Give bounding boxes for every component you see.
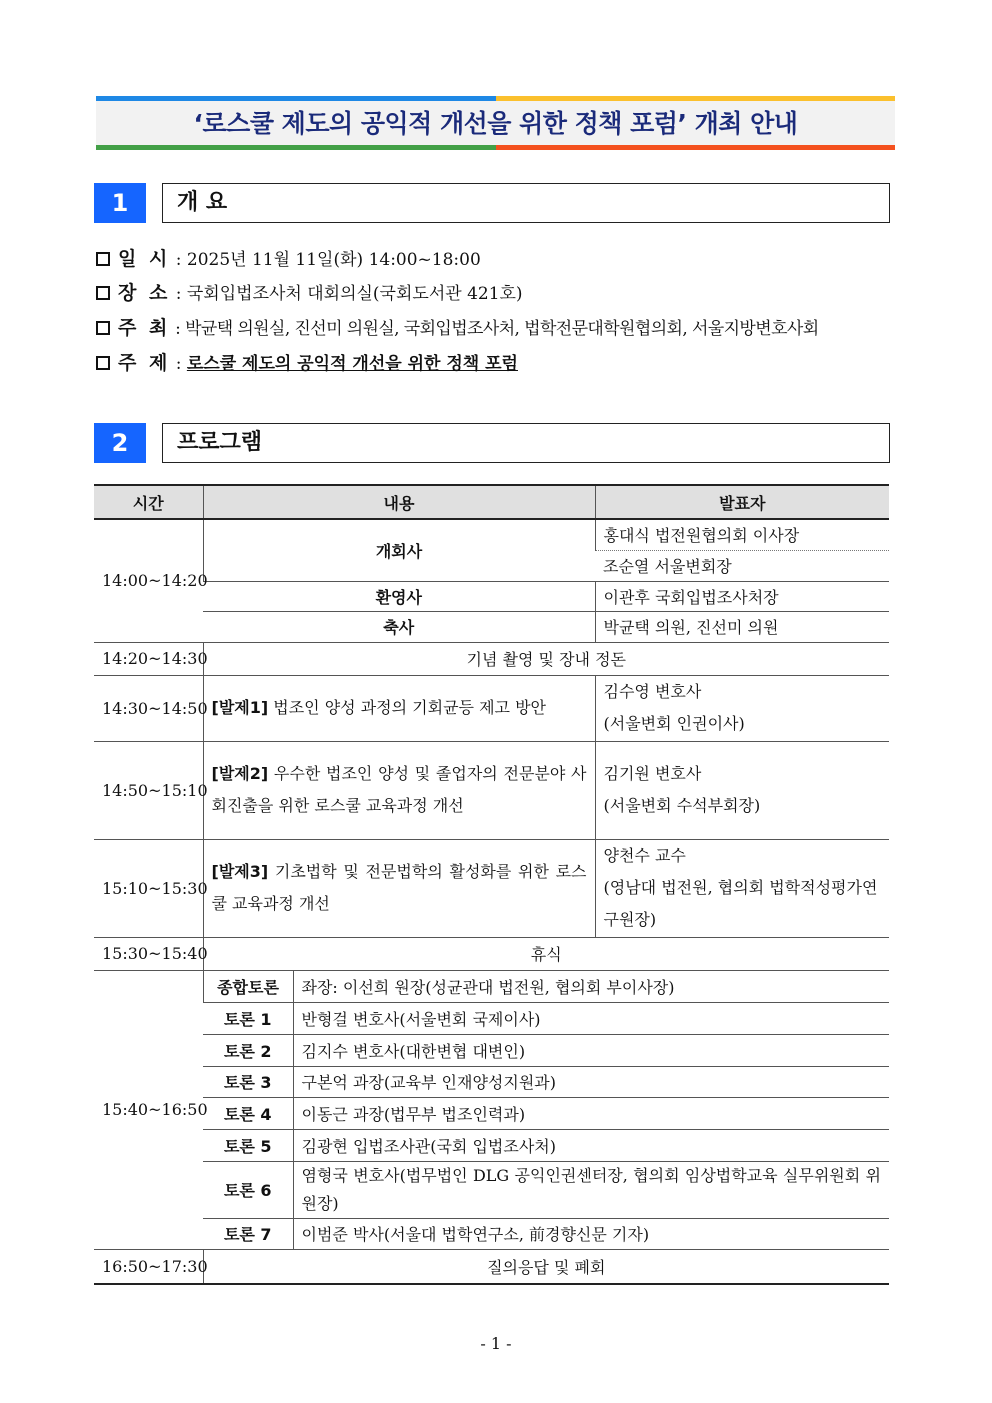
discussion-person: 김지수 변호사(대한변협 대변인) [293,1034,889,1066]
info-value: 2025년 11월 11일(화) 14:00~18:00 [186,250,481,270]
topic-cell [203,741,595,839]
discussion-person: 김광현 입법조사관(국회 입법조사처) [293,1129,889,1161]
table-row [94,1066,889,1097]
discussion-label: 토론 2 [203,1034,293,1066]
discussion-label: 토론 4 [203,1097,293,1129]
info-separator: : [170,319,186,339]
info-separator: : [170,284,187,304]
presentation-tag: [발제3] [211,862,269,881]
content-cell: 휴식 [203,937,889,970]
speaker-cell [595,741,889,839]
info-value: 박균택 의원실, 진선미 의원실, 국회입법조사처, 법학전문대학원협의회, 서울지방변호사회 [185,319,819,339]
presentation-topic: 법조인 양성 과정의 기회균등 제고 방안 [273,698,546,717]
discussion-person: 염형국 변호사(법무법인 DLG 공익인권센터장, 협의회 임상법학교육 실무위원회 위원장) [293,1161,889,1218]
table-row [94,519,889,550]
info-label: 장 소 [118,282,171,304]
table-row [94,741,889,839]
info-label: 주 제 [118,352,171,374]
table-row [94,675,889,741]
discussion-label: 토론 3 [203,1066,293,1097]
time-cell: 14:20~14:30 [94,642,203,675]
speaker-name: 김수영 변호사 [603,682,702,701]
speaker-name: 김기원 변호사 [603,764,702,783]
discussion-person: 반형걸 변호사(서울변회 국제이사) [293,1002,889,1034]
speaker-cell: 홍대식 법전원협의회 이사장 [595,519,889,550]
square-bullet-icon [96,286,110,300]
content-cell: 기념 촬영 및 장내 정돈 [203,642,889,675]
discussion-label: 토론 7 [203,1218,293,1249]
table-row [94,1034,889,1066]
discussion-person: 구본억 과장(교육부 인재양성지원과) [293,1066,889,1097]
discussion-person: 이동근 과장(법무부 법조인력과) [293,1097,889,1129]
info-line-topic [96,348,518,375]
square-bullet-icon [96,356,110,370]
document-title: ‘로스쿨 제도의 공익적 개선을 위한 정책 포럼’ 개최 안내 [193,109,798,138]
topic-cell [203,839,595,937]
table-row [94,642,889,675]
column-header: 내용 [203,485,595,519]
content-cell: 개회사 [203,519,595,581]
content-cell: 질의응답 및 폐회 [203,1249,889,1284]
table-row [94,611,889,642]
time-cell: 15:40~16:50 [94,970,203,1249]
time-cell: 14:30~14:50 [94,675,203,741]
table-row [94,1129,889,1161]
speaker-cell: 이관후 국회입법조사처장 [595,581,889,611]
info-value: 로스쿨 제도의 공익적 개선을 위한 정책 포럼 [186,354,518,374]
section-number: 2 [94,423,146,463]
table-row [94,1097,889,1129]
page-number: - 1 - [480,1334,512,1353]
speaker-name: 양천수 교수 [603,846,686,865]
info-label: 일 시 [118,248,171,270]
presentation-topic: 기초법학 및 전문법학의 활성화를 위한 로스쿨 교육과정 개선 [211,862,587,913]
table-row [94,581,889,611]
presentation-topic: 우수한 법조인 양성 및 졸업자의 전문분야 사회진출을 위한 로스쿨 교육과정 개선 [211,764,587,815]
program-table [94,484,889,1285]
speaker-cell [595,675,889,741]
section-number: 1 [94,183,146,223]
time-cell: 14:50~15:10 [94,741,203,839]
presentation-tag: [발제2] [211,764,269,783]
discussion-label: 종합토론 [203,970,293,1002]
square-bullet-icon [96,321,110,335]
banner-bar [496,96,895,101]
table-row [94,839,889,937]
content-cell: 환영사 [203,581,595,611]
table-row [94,1002,889,1034]
discussion-person: 이범준 박사(서울대 법학연구소, 前경향신문 기자) [293,1218,889,1249]
time-cell: 15:10~15:30 [94,839,203,937]
discussion-person: 좌장: 이선희 원장(성균관대 법전원, 협의회 부이사장) [293,970,889,1002]
info-separator: : [170,250,187,270]
info-line-place [96,278,523,305]
banner-bar [96,145,496,150]
time-cell: 16:50~17:30 [94,1249,203,1284]
section-title: 개 요 [162,183,890,223]
discussion-label: 토론 6 [203,1161,293,1218]
banner-bar [96,96,496,101]
info-line-host [96,313,819,340]
info-value: 국회입법조사처 대회의실(국회도서관 421호) [186,284,523,304]
speaker-cell: 조순열 서울변회장 [595,550,889,581]
banner-bar [496,145,895,150]
discussion-label: 토론 1 [203,1002,293,1034]
table-row [94,937,889,970]
title-banner [96,96,895,150]
table-row [94,1218,889,1249]
speaker-affiliation: (서울변회 인권이사) [603,714,745,733]
content-cell: 축사 [203,611,595,642]
column-header: 발표자 [595,485,889,519]
time-cell: 15:30~15:40 [94,937,203,970]
table-row [94,970,889,1002]
info-line-date [96,244,481,271]
speaker-affiliation: (서울변회 수석부회장) [603,796,761,815]
column-header: 시간 [94,485,203,519]
table-row [94,1249,889,1284]
speaker-cell [595,839,889,937]
table-header-row [94,485,889,519]
speaker-affiliation: (영남대 법전원, 협의회 법학적성평가연구원장) [603,878,878,929]
discussion-label: 토론 5 [203,1129,293,1161]
section-title: 프로그램 [162,423,890,463]
time-cell: 14:00~14:20 [94,519,203,642]
info-separator: : [170,354,187,374]
speaker-cell: 박균택 의원, 진선미 의원 [595,611,889,642]
table-row [94,1161,889,1218]
info-label: 주 최 [118,317,171,339]
topic-cell [203,675,595,741]
square-bullet-icon [96,252,110,266]
presentation-tag: [발제1] [211,698,269,717]
